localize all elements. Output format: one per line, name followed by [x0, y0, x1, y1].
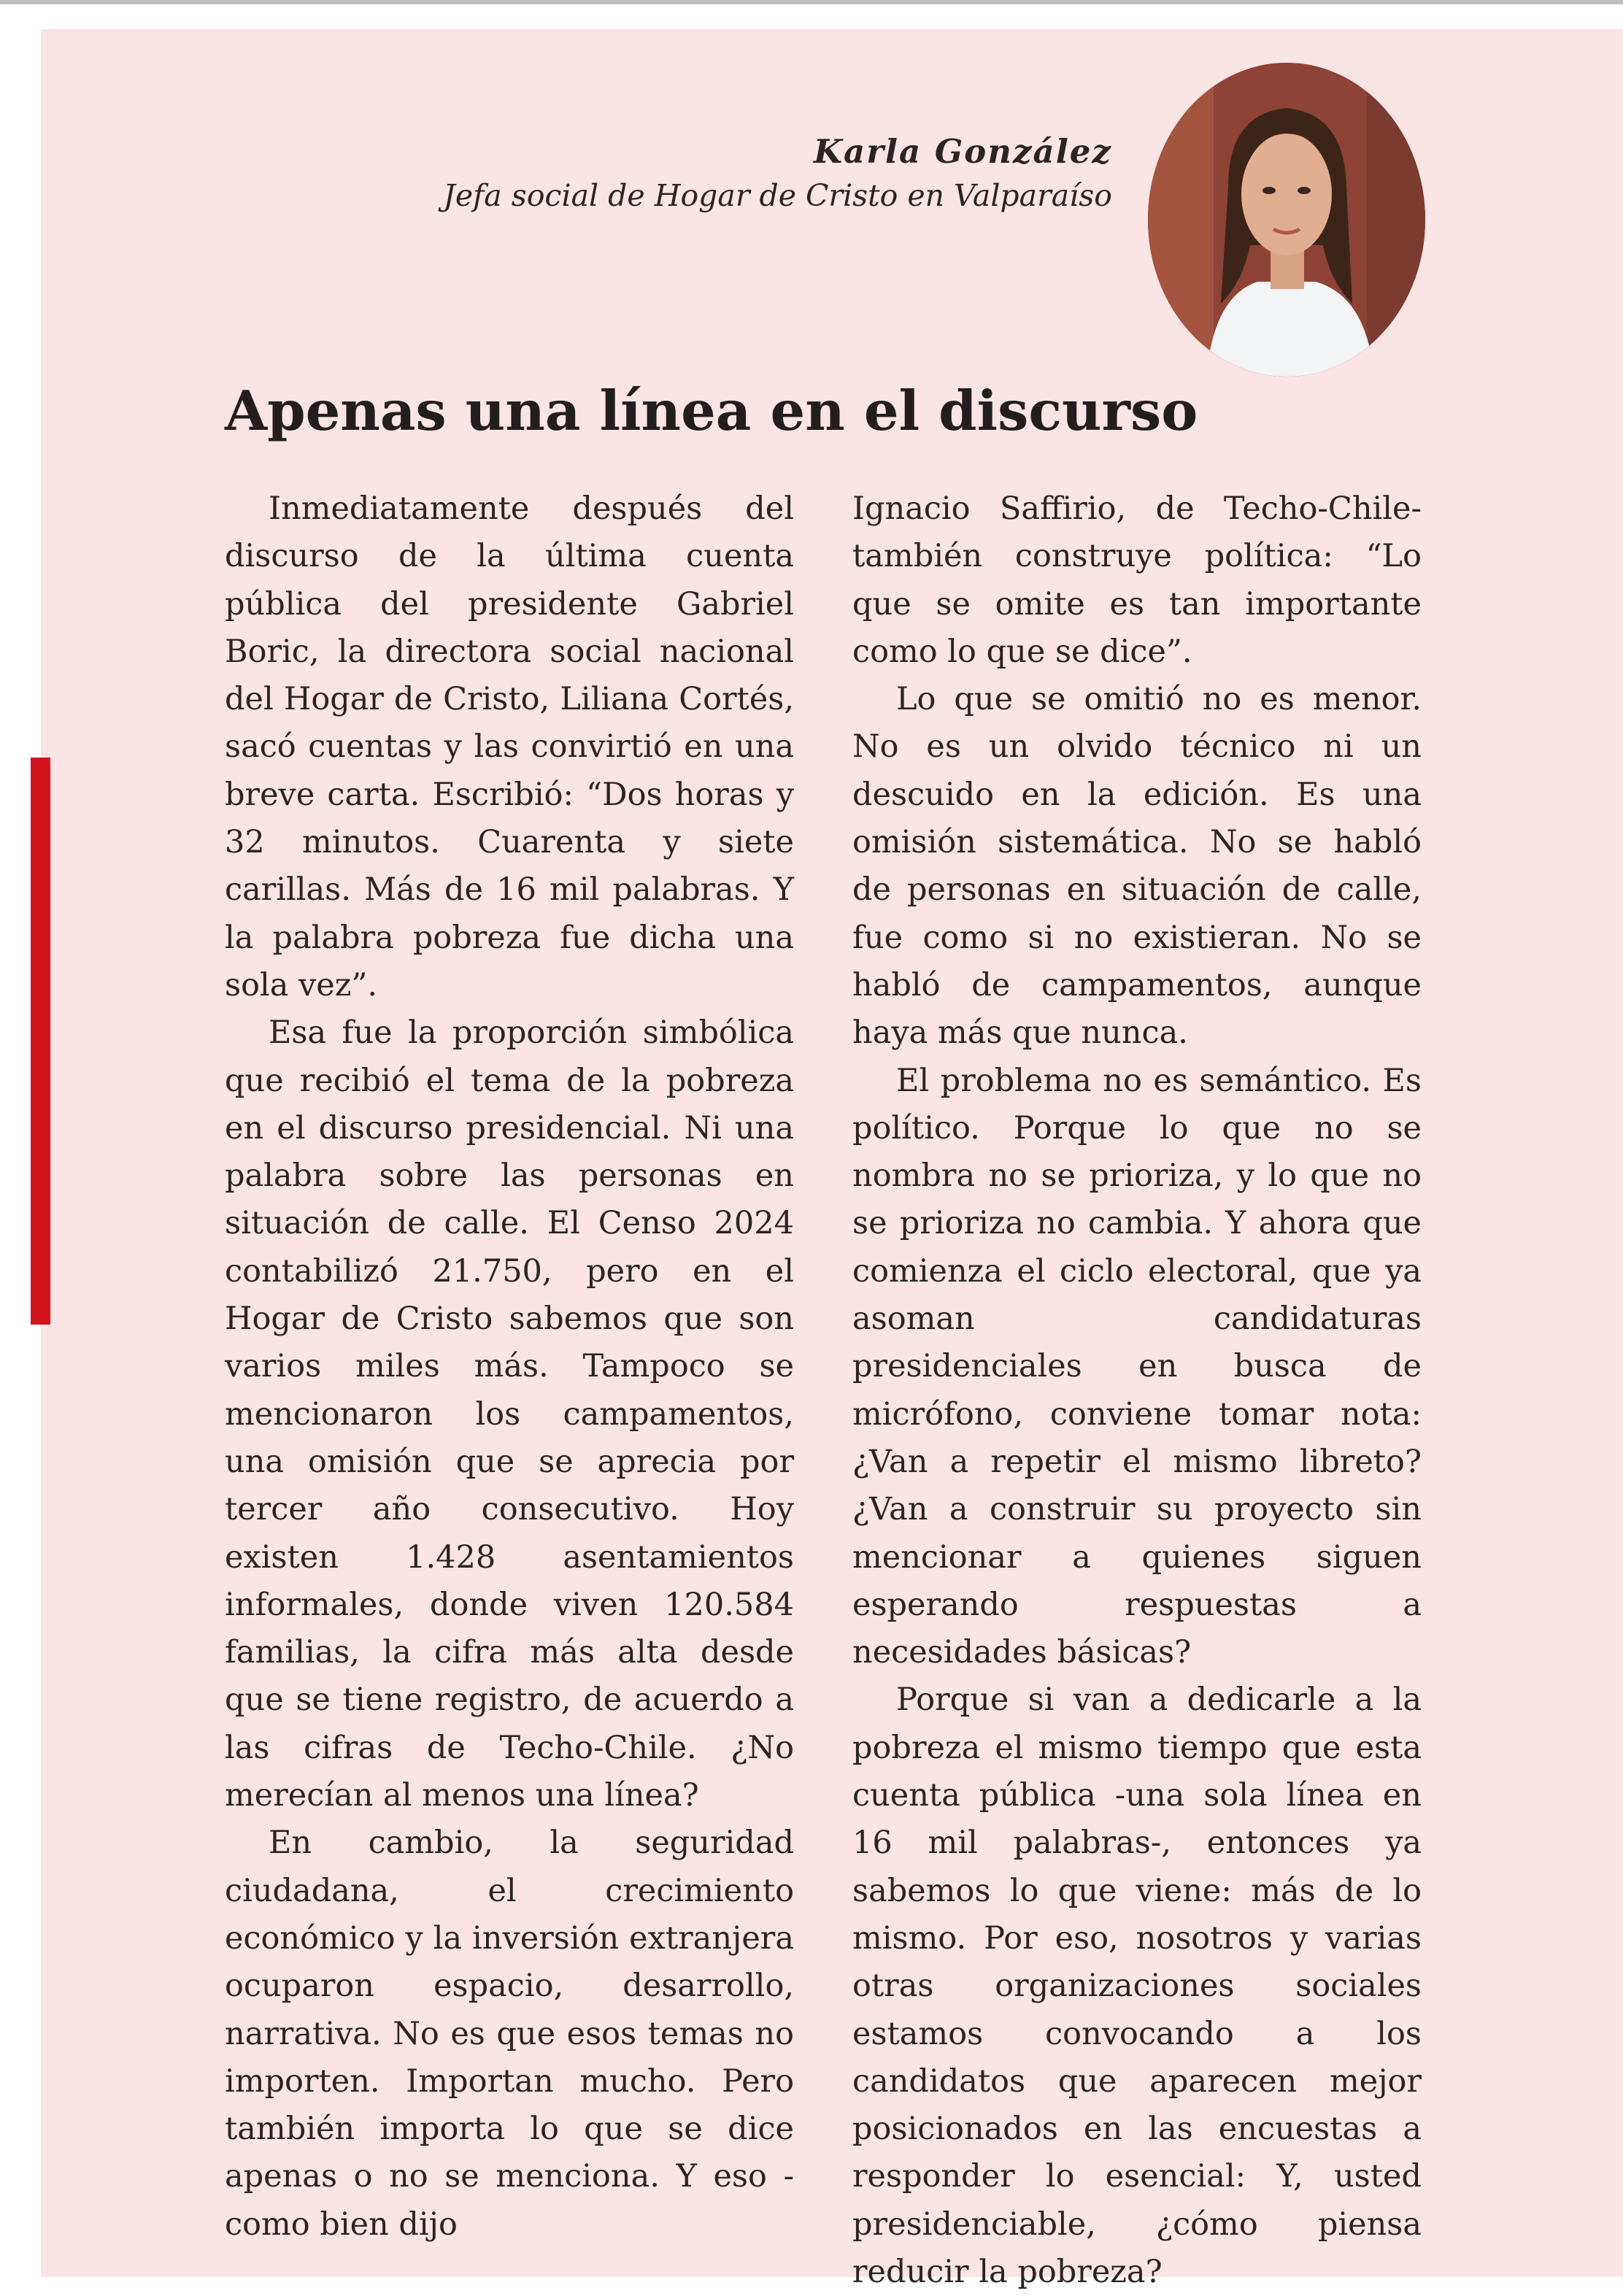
author-photo [1148, 63, 1425, 377]
paragraph: Inmediatamente después del discurso de la última cuenta pública del presidente Gabriel Boric, la directora social nacional del Hogar de Cristo, Liliana Cortés, sacó cuentas y las convirtió en una breve carta. Escribió: “Dos horas y 32 minutos. Cuarenta y siete carillas. Más de 16 mil palabras. Y la palabra pobreza fue dicha una sola vez”. [225, 490, 794, 1003]
article-column-right [852, 485, 1422, 2296]
article-column-left [225, 485, 794, 2249]
paragraph: Lo que se omitió no es menor. No es un olvido técnico ni un descuido en la edición. Es una omisión sistemática. No se habló de personas en situación de calle, fue como si no existieran. No se habló de campamentos, aunque haya más que nunca. [852, 681, 1422, 1052]
paragraph: Esa fue la proporción simbólica que recibió el tema de la pobreza en el discurso presidencial. Ni una palabra sobre las personas en situación de calle. El Censo 2024 contabilizó 21.750, pero en el Hogar de Cristo sabemos que son varios miles más. Tampoco se mencionaron los campamentos, una omisión que se aprecia por tercer año consecutivo. Hoy existen 1.428 asentamientos informales, donde viven 120.584 familias, la cifra más alta desde que se tiene registro, de acuerdo a las cifras de Techo-Chile. ¿No merecían al menos una línea? [225, 1014, 794, 1814]
byline [443, 130, 1112, 217]
headline: Apenas una línea en el discurso [225, 379, 1198, 443]
author-name: Karla González [813, 132, 1112, 171]
paragraph: En cambio, la seguridad ciudadana, el crecimiento económico y la inversión extranjera ocuparon espacio, desarrollo, narrativa. No es que esos temas no importen. Importan mucho. Pero también importa lo que se dice apenas o no se menciona. Y eso -como bien dijo [225, 1825, 794, 2243]
accent-bar [31, 758, 50, 1325]
top-rule [0, 0, 1623, 4]
author-role: Jefa social de Hogar de Cristo en Valparaíso [443, 178, 1112, 213]
paragraph: Ignacio Saffirio, de Techo-Chile- también construye política: “Lo que se omite es tan importante como lo que se dice”. [852, 490, 1422, 670]
paragraph: El problema no es semántico. Es político. Porque lo que no se nombra no se prioriza, y lo que no se prioriza no cambia. Y ahora que comienza el ciclo electoral, que ya asoman candidaturas presidenciales en busca de micrófono, conviene tomar nota: ¿Van a repetir el mismo libreto? ¿Van a construir su proyecto sin mencionar a quienes siguen esperando respuestas a necesidades básicas? [852, 1062, 1422, 1671]
paragraph: Porque si van a dedicarle a la pobreza el mismo tiempo que esta cuenta pública -una sola línea en 16 mil palabras-, entonces ya sabemos lo que viene: más de lo mismo. Por eso, nosotros y varias otras organizaciones sociales estamos convocando a los candidatos que aparecen mejor posicionados en las encuestas a responder lo esencial: Y, usted presidenciable, ¿cómo piensa reducir la pobreza? [852, 1681, 1422, 2290]
